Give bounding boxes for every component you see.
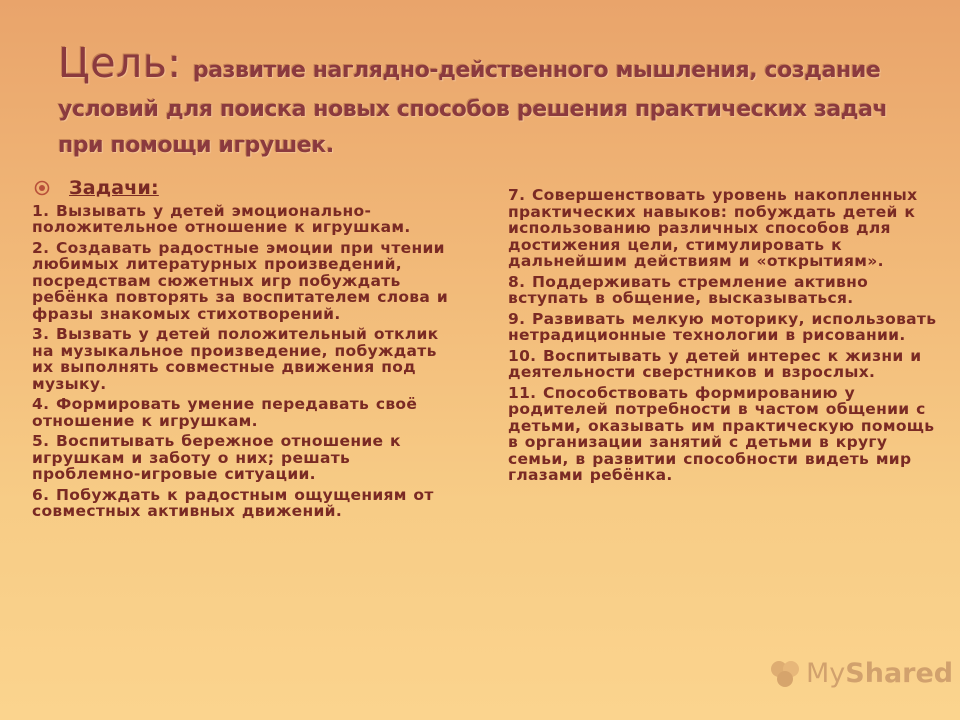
title-rest: развитие наглядно-действенного мышления, создание условий для поиска новых способов решения практических задач при помощи игрушек.: [58, 58, 888, 159]
tasks-column-right: [508, 187, 938, 488]
myshared-logo-icon: [768, 656, 802, 690]
tasks-heading-text: Задачи:: [69, 177, 159, 199]
task-item-2: 2. Создавать радостные эмоции при чтении любимых литературных произведений, посредствам сюжетных игр побуждать ребёнка повторять за воспитателем слова и фразы знакомых стихотворений.: [32, 238, 449, 323]
task-item-7: 7. Совершенствовать уровень накопленных практических навыков: побуждать детей к использованию различных способов для достижения цели, стимулировать к дальнейшим действиям и «открытиям».: [508, 186, 918, 270]
watermark-text: [806, 658, 953, 689]
tasks-column-left: [32, 177, 450, 524]
circle-bullet-icon: [34, 180, 50, 196]
watermark: [768, 656, 953, 690]
task-item-6: 6. Побуждать к радостным ощущениям от совместных активных движений.: [32, 485, 434, 520]
task-item-4: 4. Формировать умение передавать своё отношение к игрушкам.: [32, 395, 418, 430]
watermark-text-my: My: [806, 657, 846, 689]
slide-title: [58, 40, 918, 160]
task-item-11: 11. Способствовать формированию у родителей потребности в частом общении с детьми, оказывать им практическую помощь в организации занятий с детьми в кругу семьи, в развитии способности видеть мир глазами ребёнка.: [508, 383, 935, 484]
task-item-5: 5. Воспитывать бережное отношение к игрушкам и заботу о них; решать проблемно-игровые ситуации.: [32, 432, 401, 483]
tasks-heading: [32, 177, 450, 199]
watermark-text-shared: Shared: [845, 657, 954, 689]
title-lead: Цель:: [58, 39, 182, 87]
task-item-3: 3. Вызвать у детей положительный отклик на музыкальное произведение, побуждать их выполнять совместные движения под музыку.: [32, 325, 439, 393]
task-item-9: 9. Развивать мелкую моторику, использовать нетрадиционные технологии в рисовании.: [508, 309, 937, 344]
task-item-1: 1. Вызывать у детей эмоционально-положительное отношение к игрушкам.: [32, 201, 411, 236]
task-item-10: 10. Воспитывать у детей интерес к жизни и деятельности сверстников и взрослых.: [508, 346, 922, 381]
task-item-8: 8. Поддерживать стремление активно вступать в общение, высказываться.: [508, 272, 869, 307]
